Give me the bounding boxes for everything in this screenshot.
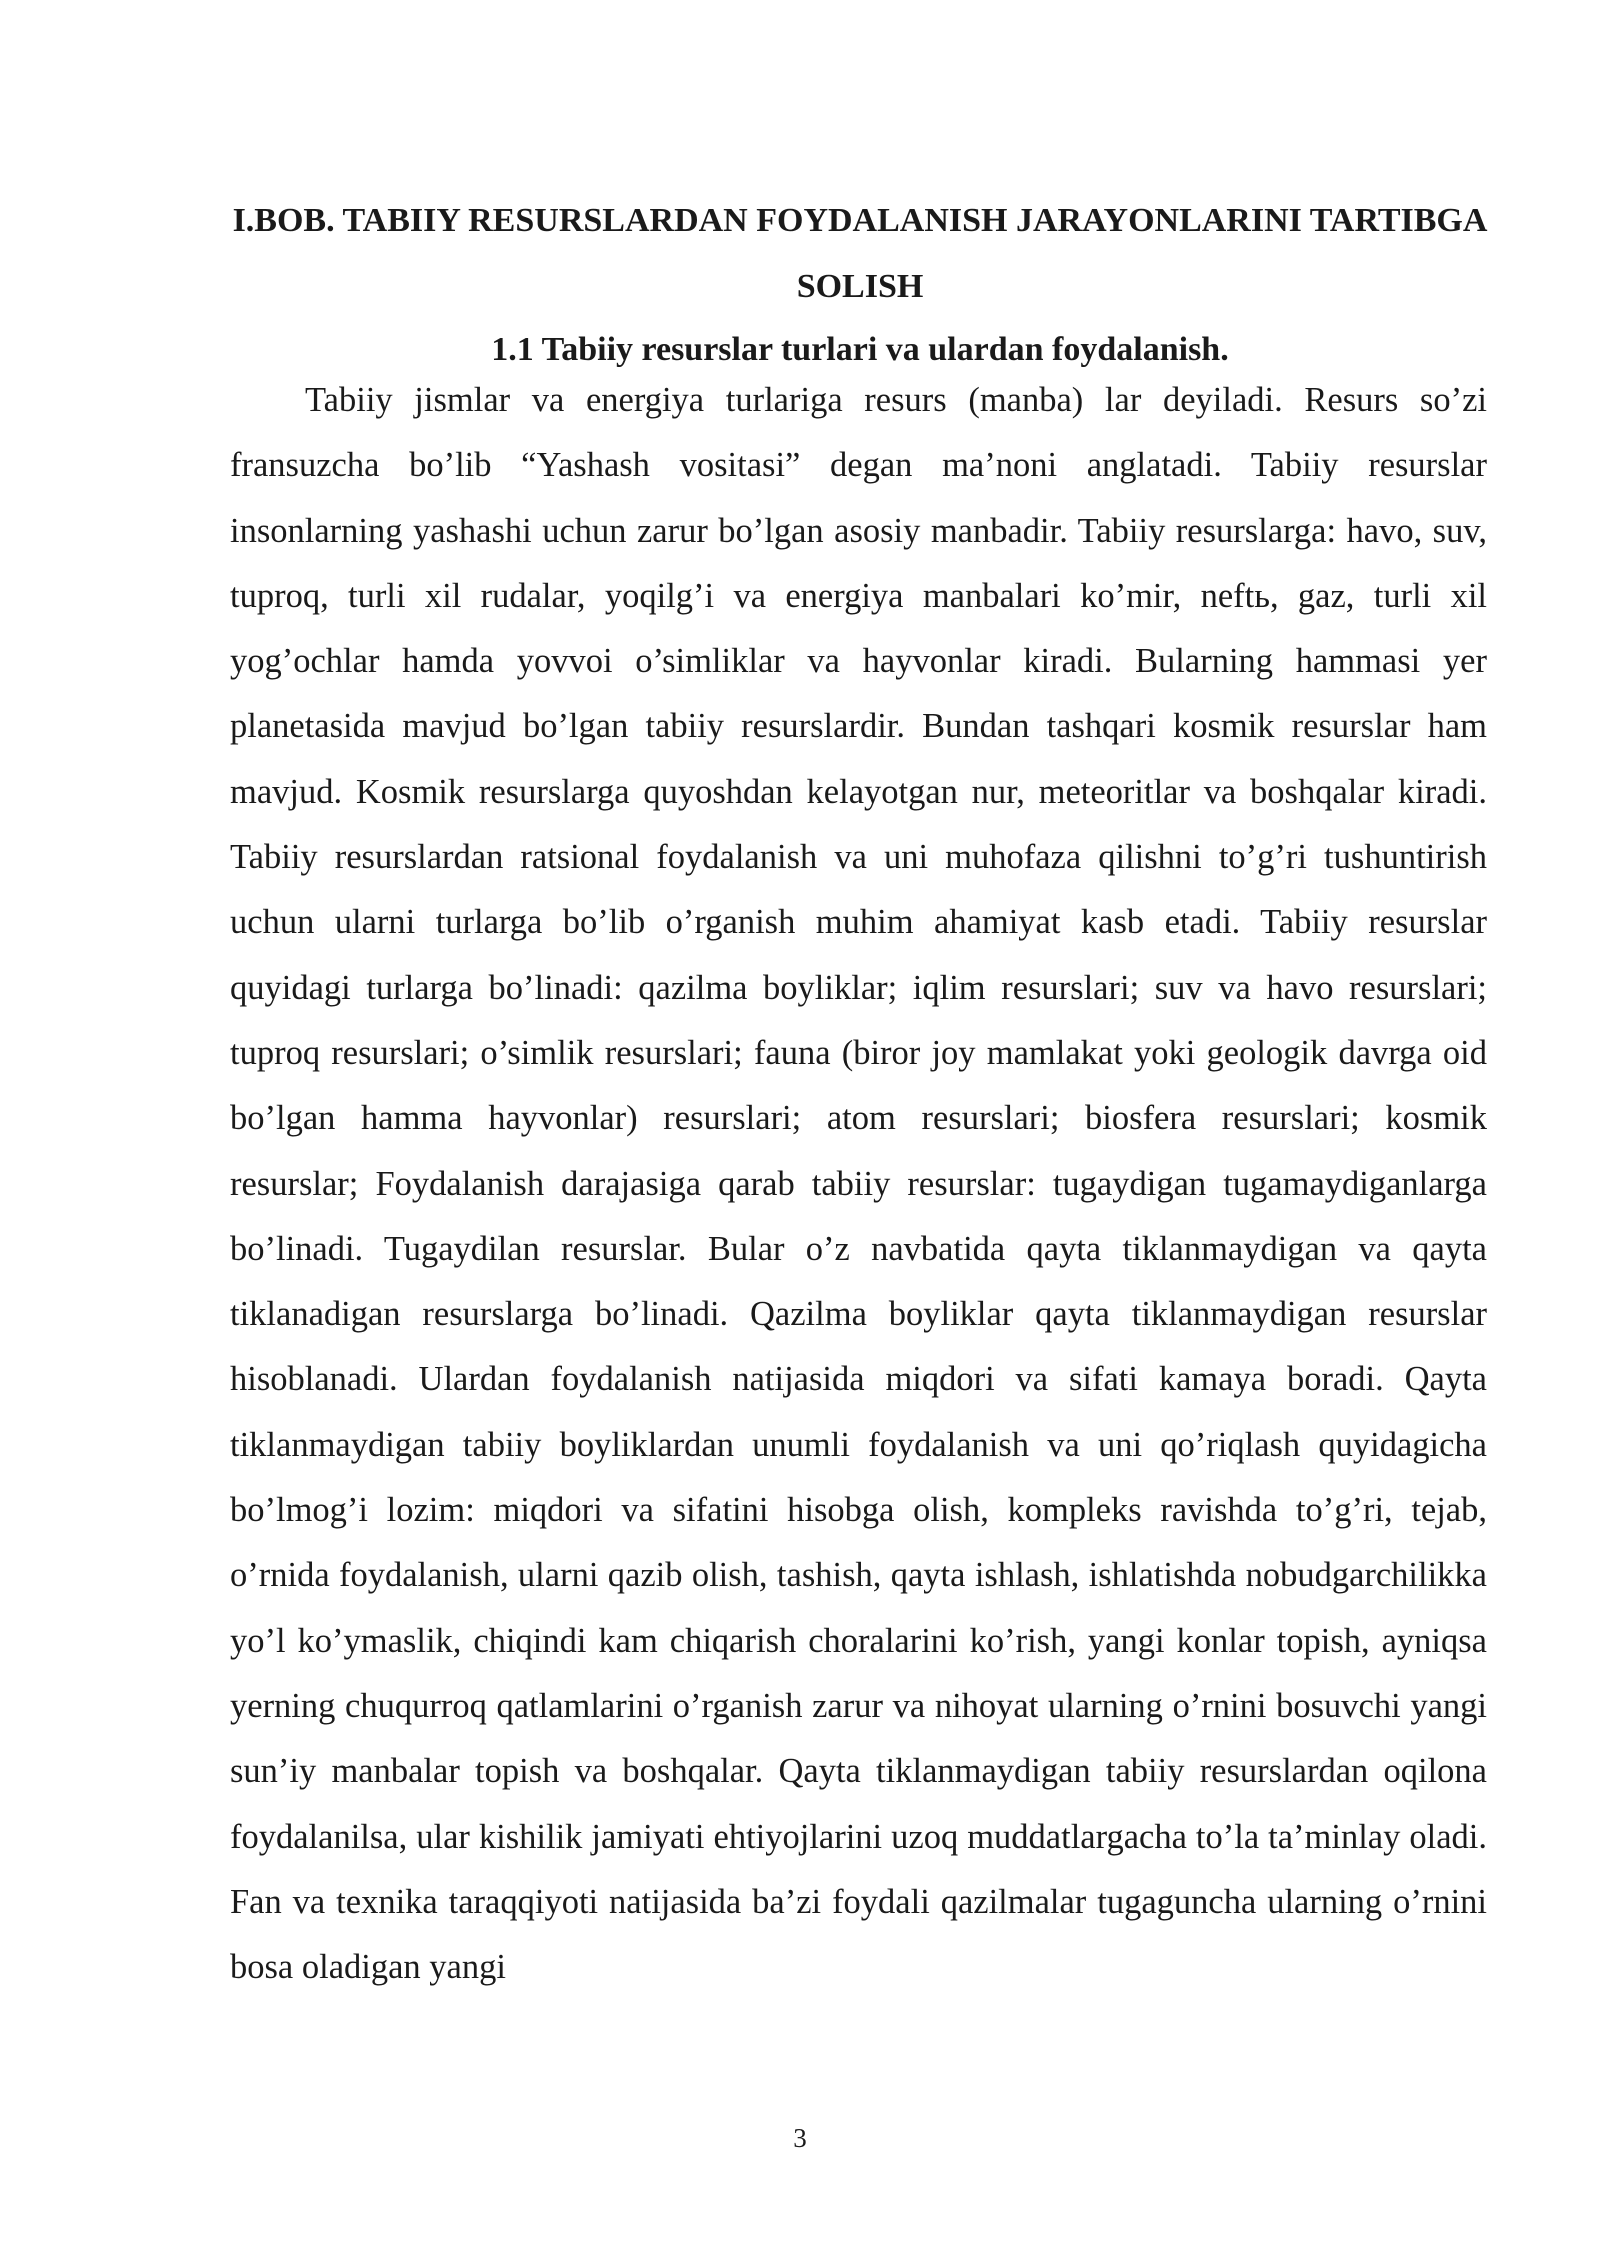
body-paragraph: Tabiiy jismlar va energiya turlariga resurs (manba) lar deyiladi. Resurs so’zi fransuzcha bo’lib “Yashash vositasi” degan ma’noni anglatadi. Tabiiy resurslar insonlarning yashashi uchun zarur bo’lgan asosiy manbadir. Tabiiy resurslarga: havo, suv, tuproq, turli xil rudalar, yoqilg’i va energiya manbalari ko’mir, neftь, gaz, turli xil yog’ochlar hamda yovvoi o’simliklar va hayvonlar kiradi. Bularning hammasi yer planetasida mavjud bo’lgan tabiiy resurslardir. Bundan tashqari kosmik resurslar ham mavjud. Kosmik resurslarga quyoshdan kelayotgan nur, meteoritlar va boshqalar kiradi. Tabiiy resurslardan ratsional foydalanish va uni muhofaza qilishni to’g’ri tushuntirish uchun ularni turlarga bo’lib o’rganish muhim ahamiyat kasb etadi. Tabiiy resurslar quyidagi turlarga bo’linadi: qazilma boyliklar; iqlim resurslari; suv va havo resurslari; tuproq resurslari; o’simlik resurslari; fauna (biror joy mamlakat yoki geologik davrga oid bo’lgan hamma hayvonlar) resurslari; atom resurslari; biosfera resurslari; kosmik resurslar; Foydalanish darajasiga qarab tabiiy resurslar: tugaydigan tugamaydiganlarga bo’linadi. Tugaydilan resurslar. Bular o’z navbatida qayta tiklanmaydigan va qayta tiklanadigan resurslarga bo’linadi. Qazilma boyliklar qayta tiklanmaydigan resurslar hisoblanadi. Ulardan foydalanish natijasida miqdori va sifati kamaya boradi. Qayta tiklanmaydigan tabiiy boyliklardan unumli foydalanish va uni qo’riqlash quyidagicha bo’lmog’i lozim: miqdori va sifatini hisobga olish, kompleks ravishda to’g’ri, tejab, o’rnida foydalanish, ularni qazib olish, tashish, qayta ishlash, ishlatishda nobudgarchilikka yo’l ko’ymaslik, chiqindi kam chiqarish choralarini ko’rish, yangi konlar topish, ayniqsa yerning chuqurroq qatlamlarini o’rganish zarur va nihoyat ularning o’rnini bosuvchi yangi sun’iy manbalar topish va boshqalar. Qayta tiklanmaydigan tabiiy resurslardan oqilona foydalanilsa, ular kishilik jamiyati ehtiyojlarini uzoq muddatlargacha to’la ta’minlay oladi. Fan va texnika taraqqiyoti natijasida ba’zi foydali qazilmalar tugaguncha ularning o’rnini bosa oladigan yangi (230, 381, 1487, 1987)
section-title: 1.1 Tabiiy resurslar turlari va ulardan foydalanish. (491, 331, 1229, 368)
page-number: 3 (793, 2123, 807, 2153)
chapter-title: I.BOB. TABIIY RESURSLARDAN FOYDALANISH JARAYONLARINI TARTIBGA SOLISH (232, 202, 1488, 305)
